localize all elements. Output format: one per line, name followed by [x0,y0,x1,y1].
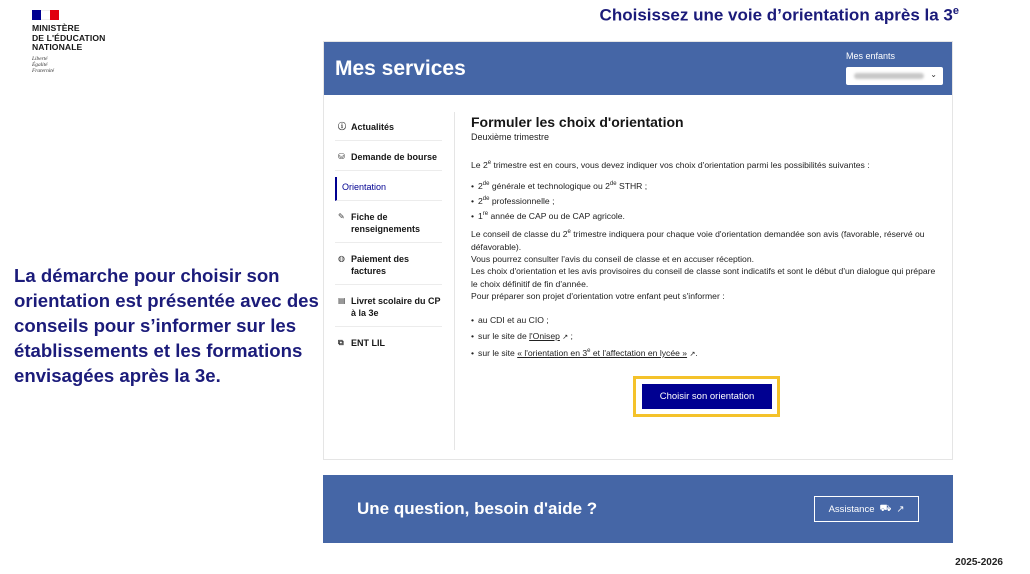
ministry-logo [32,10,142,74]
orientation-content [471,113,943,361]
book-icon: ▤ [338,296,346,305]
list-item: • 2de professionnelle ; [471,195,943,207]
assistance-button[interactable]: Assistance ⛟ ↗ [814,496,919,522]
payment-icon: ◍ [338,254,345,263]
external-link-icon: ↗ [689,350,696,358]
sidebar-item-actualites[interactable]: ⓘ Actualités [335,117,442,141]
sidebar-nav [335,117,442,362]
conseil-text: Le conseil de classe du 2e trimestre indiquera pour chaque voie d'orientation demandée son avis (favorable, réservé ou défavorable). [471,229,925,252]
french-flag-icon [32,10,59,20]
onisep-link[interactable]: l'Onisep [529,330,560,341]
list-item: • sur le site « l'orientation en 3e et l'affectation en lycée » ↗. [471,347,943,361]
sidebar-item-livret[interactable]: ▤ Livret scolaire du CP à la 3e [335,291,442,327]
content-title: Formuler les choix d'orientation [471,114,684,130]
sidebar-item-ent[interactable]: ⧉ ENT LIL [338,338,385,348]
content-subtitle: Deuxième trimestre [471,132,550,142]
services-header [324,42,952,95]
intro-text: Le 2e trimestre est en cours, vous devez indiquer vos choix d'orientation parmi les possibilités suivantes : [471,160,870,171]
info-list [471,314,943,361]
sidebar-item-paiement[interactable]: ◍ Paiement des factures [335,249,442,285]
help-banner [323,475,953,543]
sidebar-item-fiche[interactable]: ✎ Fiche de renseignements [335,207,442,243]
children-label: Mes enfants [846,51,896,61]
blurred-child-name [854,73,924,79]
services-panel [323,41,953,460]
list-item: • au CDI et au CIO ; [471,314,943,326]
external-link-icon: ↗ [562,333,569,341]
school-year: 2025-2026 [955,557,1003,568]
republic-motto: Liberté Égalité Fraternité [32,55,55,75]
orientation-site-link[interactable]: « l'orientation en 3e et l'affectation en lycée » [517,347,688,358]
sidebar-item-orientation[interactable]: Orientation [335,177,442,201]
slide-title: Choisissez une voie d’orientation après la 3e [599,5,959,25]
consult-text: Vous pourrez consulter l'avis du conseil de classe et en accuser réception. [471,254,755,265]
link-icon: ⧉ [338,338,344,347]
choose-orientation-button[interactable]: Choisir son orientation [642,384,772,409]
list-item: • sur le site de l'Onisep ↗ ; [471,330,943,344]
ministry-name: MINISTÈRE DE L'ÉDUCATION NATIONALE [32,23,106,53]
edit-icon: ✎ [338,212,345,221]
help-title: Une question, besoin d'aide ? [357,499,598,518]
list-item: • 1re année de CAP ou de CAP agricole. [471,210,943,222]
coins-icon: ⛁ [338,152,345,161]
sidebar-divider [454,112,455,450]
external-link-icon: ↗ [896,503,905,515]
chevron-down-icon: ⌄ [930,70,937,79]
choices-list [471,180,943,223]
provisional-text: Les choix d'orientation et les avis provisoires du conseil de classe sont indicatifs et sont le début d'un dialogue qui prépare le choix définitif de fin d'année. [471,266,936,289]
info-icon: ⓘ [338,122,346,131]
sidebar-item-bourse[interactable]: ⛁ Demande de bourse [335,147,442,171]
prepare-text: Pour préparer son projet d'orientation votre enfant peut s'informer : [471,290,725,301]
child-select[interactable] [846,67,943,85]
slide-description: La démarche pour choisir son orientation est présentée avec des conseils pour s’informer sur les établissements et les formations envisagées après la 3e. [14,265,319,386]
list-item: • 2de générale et technologique ou 2de STHR ; [471,180,943,192]
page-title: Mes services [335,57,466,80]
assistance-icon: ⛟ [879,503,892,514]
